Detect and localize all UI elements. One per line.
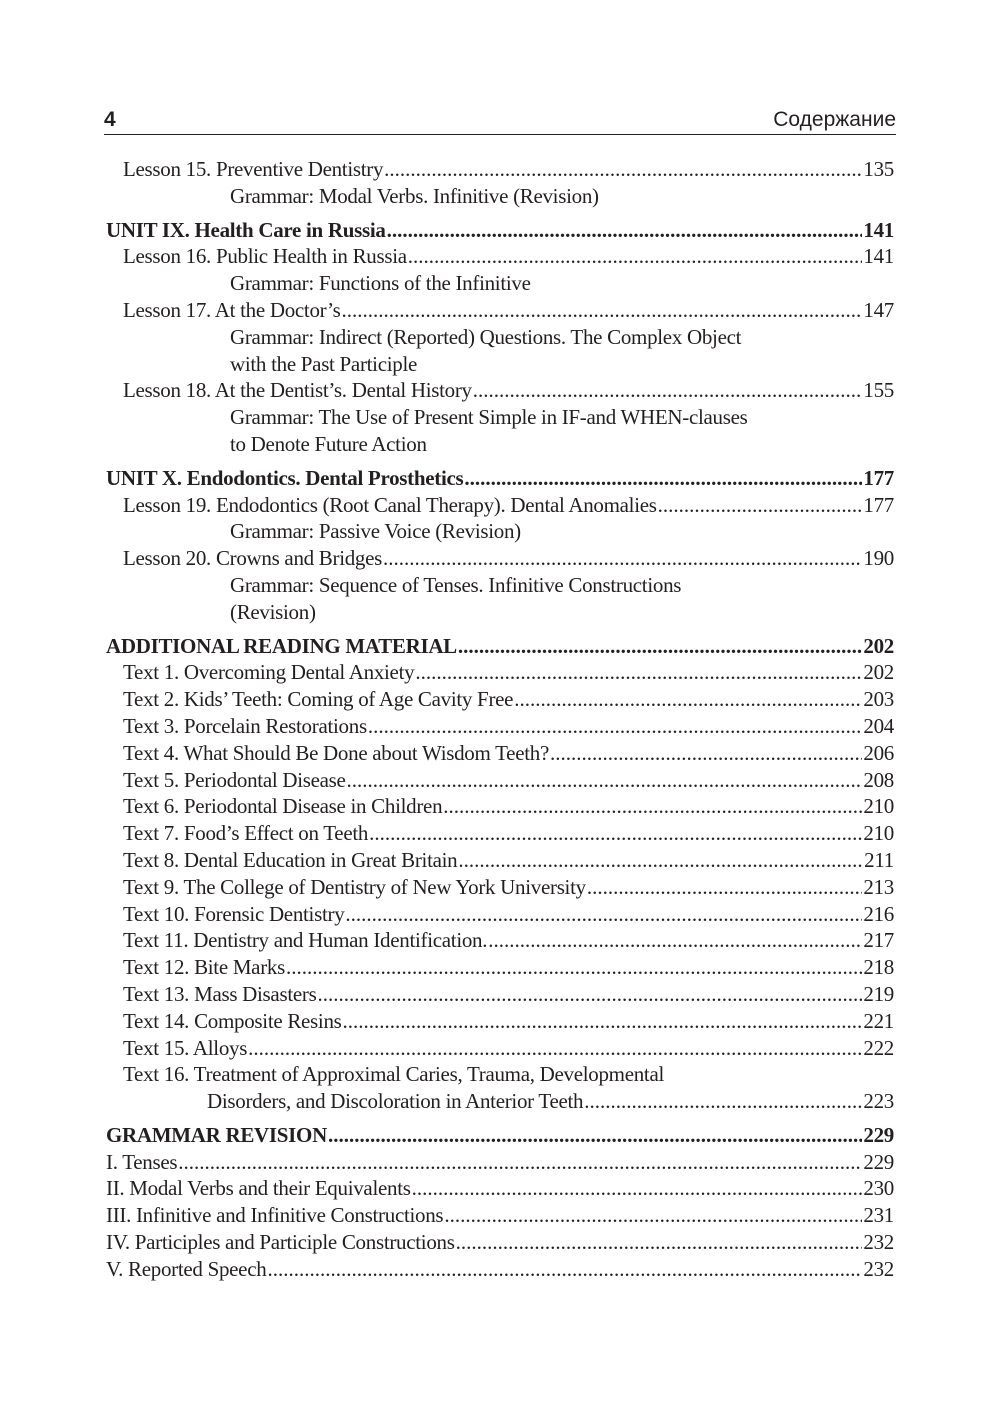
toc-entry-title: Grammar: Passive Voice (Revision): [230, 519, 521, 544]
toc-entry-title: Text 10. Forensic Dentistry: [123, 901, 345, 926]
toc-entry-page: 216: [863, 901, 894, 926]
toc-entry-title: to Denote Future Action: [230, 431, 427, 456]
toc-entry-page: 231: [863, 1203, 894, 1228]
dot-leader: [408, 243, 863, 270]
toc-entry: [106, 545, 894, 572]
toc-entry-page: 210: [863, 821, 894, 846]
dot-leader: [267, 1256, 862, 1283]
dot-leader: [458, 847, 863, 874]
toc-entry: [106, 1202, 894, 1229]
toc-entry: [106, 1175, 894, 1202]
toc-entry-title: Lesson 15. Preventive Dentistry: [123, 157, 384, 181]
toc-entry-title: Text 4. What Should Be Done about Wisdom Teeth?: [123, 740, 549, 765]
dot-leader: [443, 793, 862, 820]
toc-entry-page: 217: [863, 928, 894, 953]
toc-entry: [106, 1256, 894, 1283]
toc-entry-title: Text 13. Mass Disasters: [123, 981, 317, 1006]
toc-entry-title: Lesson 16. Public Health in Russia: [123, 244, 407, 269]
toc-entry: [106, 1122, 894, 1149]
toc-entry: [106, 659, 894, 686]
toc-entry: [106, 633, 894, 660]
toc-entry-page: 190: [863, 546, 894, 571]
toc-entry-title: GRAMMAR REVISION: [106, 1122, 327, 1147]
dot-leader: [456, 1229, 863, 1256]
toc-entry-page: 208: [863, 767, 894, 792]
toc-entry-title: ADDITIONAL READING MATERIAL: [106, 633, 457, 658]
toc-entry-page: 177: [863, 465, 894, 490]
toc-entry: [106, 183, 894, 210]
toc-entry: [106, 297, 894, 324]
dot-leader: [514, 686, 862, 713]
toc-entry: [106, 465, 894, 492]
toc-entry-page: 232: [863, 1256, 894, 1281]
dot-leader: [458, 633, 863, 660]
toc-entry: [106, 404, 894, 431]
dot-leader: [328, 1122, 862, 1149]
toc-entry: [106, 1035, 894, 1062]
dot-leader: [387, 217, 863, 244]
toc-entry: [106, 270, 894, 297]
toc-entry: [106, 492, 894, 519]
dot-leader: [473, 377, 863, 404]
dot-leader: [658, 492, 863, 519]
dot-leader: [248, 1035, 862, 1062]
toc-entry: [106, 927, 894, 954]
toc-entry-page: 213: [863, 874, 894, 899]
toc-entry-title: II. Modal Verbs and their Equivalents: [106, 1176, 411, 1201]
toc-entry-title: I. Tenses: [106, 1149, 178, 1174]
toc-entry-title: Grammar: Functions of the Infinitive: [230, 271, 531, 296]
toc-entry-title: (Revision): [230, 599, 316, 624]
running-title: Содержание: [773, 108, 896, 131]
toc-entry-title: V. Reported Speech: [106, 1256, 267, 1281]
dot-leader: [383, 545, 862, 572]
toc-entry: [106, 217, 894, 244]
toc-entry-title: Text 7. Food’s Effect on Teeth: [123, 821, 369, 846]
dot-leader: [368, 713, 863, 740]
toc-entry-page: 219: [863, 981, 894, 1006]
toc-entry-page: 229: [863, 1122, 894, 1147]
toc-entry: [106, 740, 894, 767]
toc-entry-page: 223: [863, 1089, 894, 1114]
toc-entry: [106, 1149, 894, 1176]
dot-leader: [464, 465, 862, 492]
toc-entry: [106, 954, 894, 981]
dot-leader: [286, 954, 862, 981]
dot-leader: [347, 767, 863, 794]
toc-entry-title: Text 12. Bite Marks: [123, 955, 285, 980]
toc-entry-title: Grammar: Modal Verbs. Infinitive (Revision): [230, 183, 599, 208]
toc-entry-title: Text 14. Composite Resins: [123, 1008, 342, 1033]
toc-entry-page: 135: [863, 157, 894, 181]
toc-entry-title: Text 2. Kids’ Teeth: Coming of Age Cavity Free: [123, 687, 514, 712]
dot-leader: [384, 156, 862, 183]
page-header: [104, 106, 896, 135]
toc-entry: [106, 431, 894, 458]
toc-entry-page: 229: [863, 1149, 894, 1174]
dot-leader: [415, 659, 862, 686]
toc-entry: [106, 243, 894, 270]
toc-entry: [106, 847, 894, 874]
toc-entry: [106, 1061, 894, 1088]
dot-leader: [178, 1149, 862, 1176]
dot-leader: [550, 740, 862, 767]
toc-entry: [106, 377, 894, 404]
dot-leader: [488, 927, 862, 954]
toc-entry-title: Grammar: Indirect (Reported) Questions. The Complex Object: [230, 324, 742, 349]
toc-entry-title: Disorders, and Discoloration in Anterior Teeth: [207, 1089, 584, 1114]
toc-entry-title: with the Past Participle: [230, 351, 418, 376]
toc-entry-title: Text 9. The College of Dentistry of New York University: [123, 874, 586, 899]
page-number: 4: [104, 108, 116, 131]
toc-entry: [106, 1229, 894, 1256]
toc-entry-page: 206: [863, 740, 894, 765]
toc-entry-page: 147: [863, 297, 894, 322]
toc-entry-title: UNIT IX. Health Care in Russia: [106, 217, 386, 242]
toc-entry-title: Lesson 18. At the Dentist’s. Dental History: [123, 378, 472, 403]
toc-entry: [106, 1088, 894, 1115]
toc-entry-page: 232: [863, 1230, 894, 1255]
toc-entry-title: Lesson 20. Crowns and Bridges: [123, 546, 383, 571]
toc-entry: [106, 1008, 894, 1035]
toc-entry-title: Text 3. Porcelain Restorations: [123, 713, 367, 738]
toc-entry: [106, 599, 894, 626]
toc-entry-page: 221: [863, 1008, 894, 1033]
toc-entry-title: Text 6. Periodontal Disease in Children: [123, 794, 443, 819]
toc-entry-title: Text 11. Dentistry and Human Identification.: [123, 928, 488, 953]
dot-leader: [587, 874, 863, 901]
dot-leader: [444, 1202, 862, 1229]
toc-entry: [106, 767, 894, 794]
toc-entry-title: Grammar: The Use of Present Simple in IF-and WHEN-clauses: [230, 405, 748, 430]
toc-entry-title: Lesson 17. At the Doctor’s: [123, 297, 341, 322]
toc-entry-title: Grammar: Sequence of Tenses. Infinitive Constructions: [230, 572, 682, 597]
toc-entry-page: 218: [863, 955, 894, 980]
toc-entry: [106, 820, 894, 847]
toc-entry-title: Text 8. Dental Education in Great Britain: [123, 847, 458, 872]
toc-entry-page: 210: [863, 794, 894, 819]
toc-entry-title: III. Infinitive and Infinitive Constructions: [106, 1203, 444, 1228]
toc-entry: [106, 686, 894, 713]
toc-entry: [106, 793, 894, 820]
dot-leader: [584, 1088, 862, 1115]
toc-entry-page: 204: [863, 713, 894, 738]
dot-leader: [317, 981, 862, 1008]
toc-entry-title: Lesson 19. Endodontics (Root Canal Therapy). Dental Anomalies: [123, 492, 657, 517]
toc-entry: [106, 156, 894, 183]
toc-entry: [106, 713, 894, 740]
toc-entry-page: 211: [864, 847, 894, 872]
toc-entry: [106, 351, 894, 378]
toc-entry-page: 202: [863, 660, 894, 685]
toc-entry: [106, 572, 894, 599]
toc-entry-page: 202: [863, 633, 894, 658]
toc-entry: [106, 874, 894, 901]
toc-entry-title: Text 5. Periodontal Disease: [123, 767, 346, 792]
toc-entry-page: 177: [863, 492, 894, 517]
toc-entry-page: 230: [863, 1176, 894, 1201]
table-of-contents: [106, 156, 894, 1283]
toc-entry-page: 203: [863, 687, 894, 712]
dot-leader: [342, 297, 863, 324]
dot-leader: [345, 901, 862, 928]
toc-entry-title: Text 16. Treatment of Approximal Caries, Trauma, Developmental: [123, 1062, 665, 1087]
toc-entry-page: 155: [863, 378, 894, 403]
toc-entry-title: Text 1. Overcoming Dental Anxiety: [123, 660, 415, 685]
toc-entry-title: Text 15. Alloys: [123, 1035, 248, 1060]
toc-entry: [106, 981, 894, 1008]
dot-leader: [412, 1175, 863, 1202]
dot-leader: [369, 820, 862, 847]
toc-entry: [106, 901, 894, 928]
toc-entry: [106, 324, 894, 351]
toc-entry-page: 141: [863, 217, 894, 242]
toc-entry: [106, 518, 894, 545]
toc-entry-title: IV. Participles and Participle Constructions: [106, 1230, 455, 1255]
toc-entry-page: 141: [863, 244, 894, 269]
dot-leader: [343, 1008, 863, 1035]
toc-entry-title: UNIT X. Endodontics. Dental Prosthetics: [106, 465, 464, 490]
toc-entry-page: 222: [863, 1035, 894, 1060]
